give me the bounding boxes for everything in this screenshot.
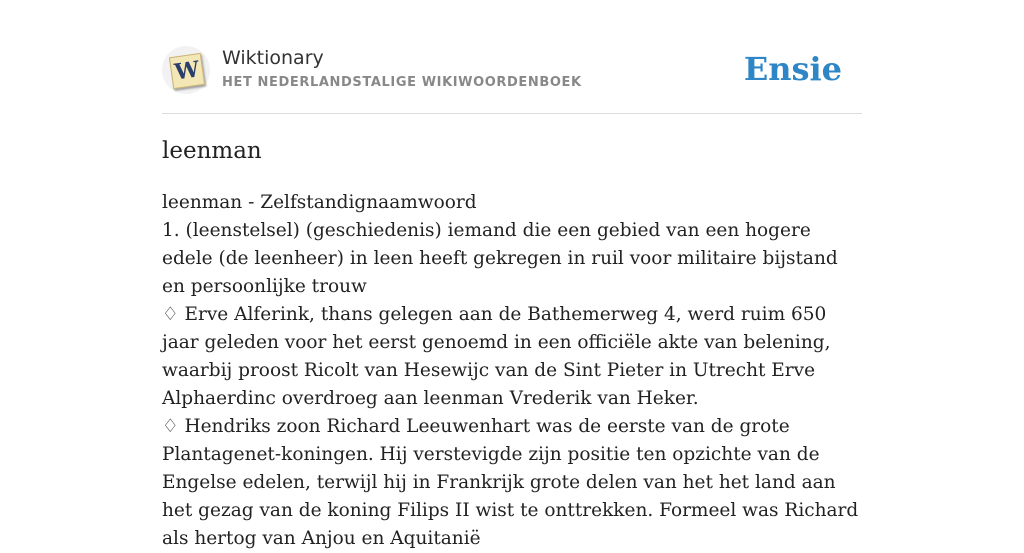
site-title[interactable]: Wiktionary <box>222 47 324 69</box>
entry-headline: leenman - Zelfstandignaamwoord <box>162 192 477 213</box>
page-title: leenman <box>162 138 262 164</box>
brand-logo[interactable]: Ensie <box>743 50 842 88</box>
logo-tile <box>169 53 205 89</box>
entry-definition: 1. (leenstelsel) (geschiedenis) iemand die een gebied van een hogere edele (de leenheer) in leen heeft gekregen in ruil voor militaire bijstand en persoonlijke trouw <box>162 220 838 297</box>
site-subtitle: HET NEDERLANDSTALIGE WIKIWOORDENBOEK <box>222 75 582 90</box>
site-header <box>162 44 862 114</box>
example-sentence: ♢ Hendriks zoon Richard Leeuwenhart was de eerste van de grote Plantagenet-koningen. Hij verstevigde zijn positie ten opzichte van de Engelse edelen, terwijl hij in Frankrijk grote delen van het het land aan het gezag van de koning Filips II wist te onttrekken. Formeel was Richard als hertog van Anjou en Aquitanië <box>162 416 859 549</box>
logo-letter: W <box>172 56 202 86</box>
wiktionary-logo[interactable] <box>162 46 210 94</box>
entry-content <box>162 189 864 553</box>
example-sentence: ♢ Erve Alferink, thans gelegen aan de Bathemerweg 4, werd ruim 650 jaar geleden voor het eerst genoemd in een officiële akte van belening, waarbij proost Ricolt van Hesewijc van de Sint Pieter in Utrecht Erve Alphaerdinc overdroeg aan leenman Vrederik van Heker. <box>162 304 831 409</box>
